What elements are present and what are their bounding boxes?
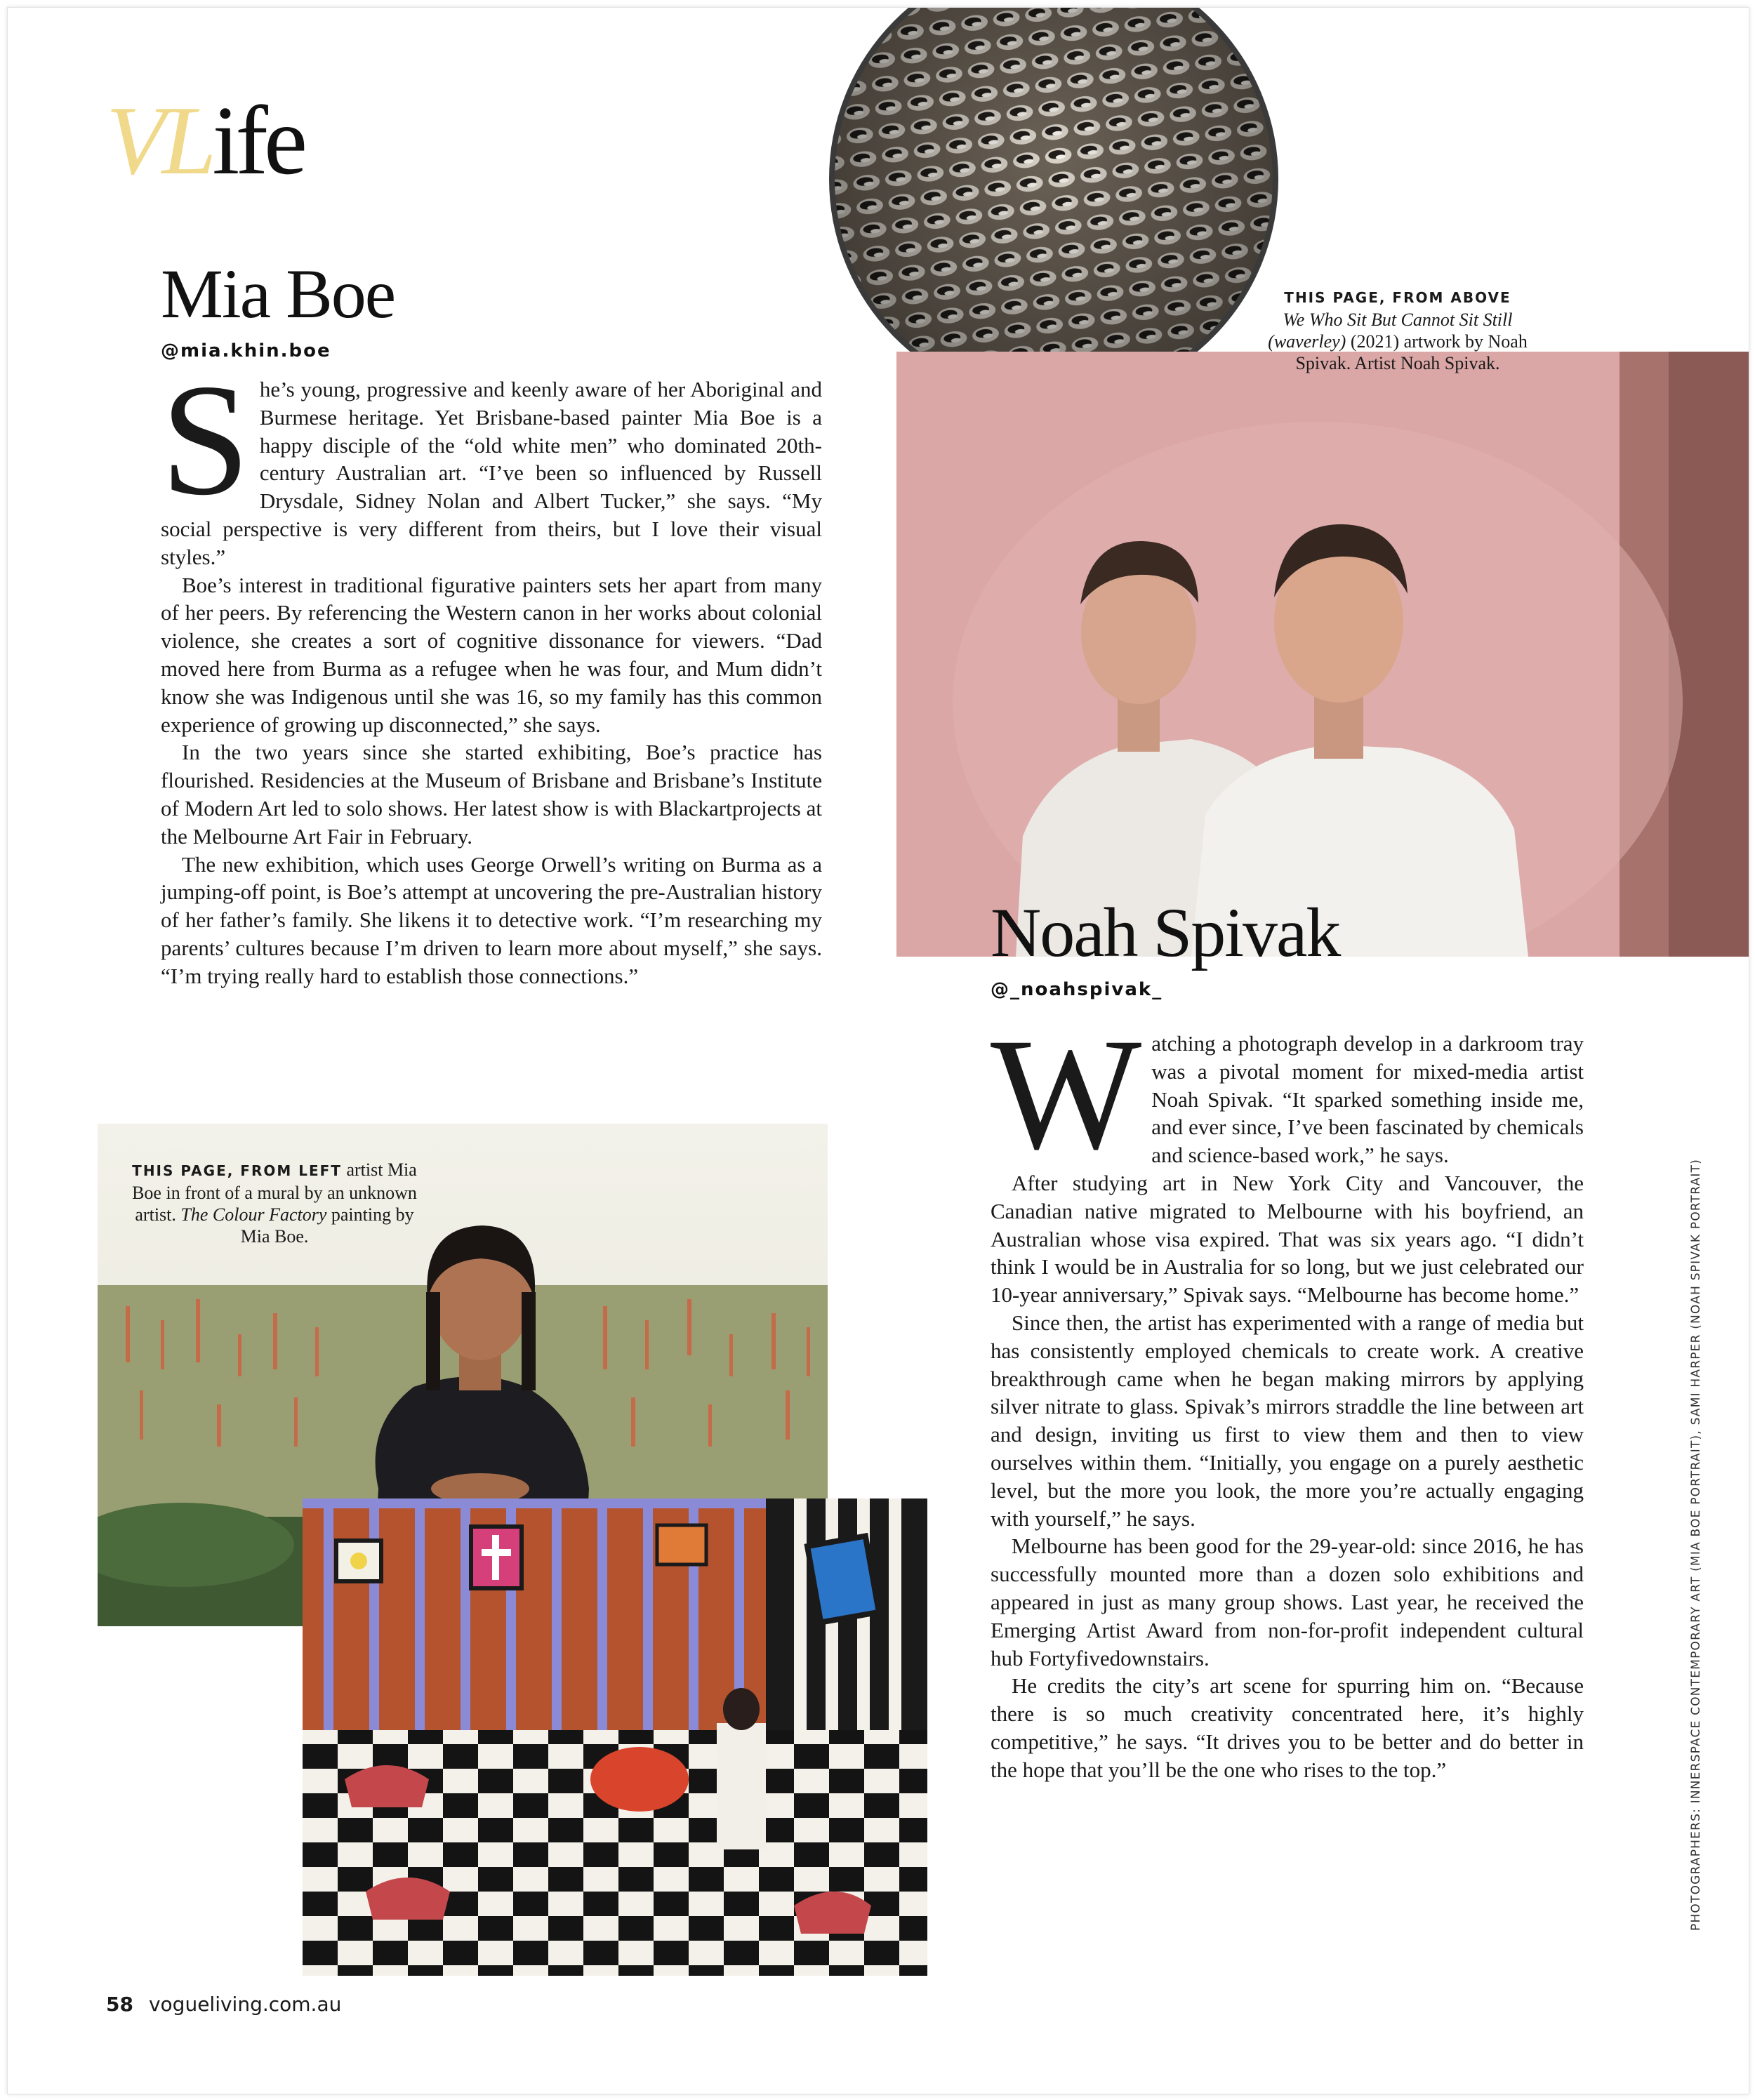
mia-paragraph-4: The new exhibition, which uses George Orwell’s writing on Burma as a jumping-off point, is Boe’s attempt at uncovering the pre-Australian history of her father’s family. She likens it to detective work. “I’m researching my parents’ cultures because I’m driven to learn more about myself,” she says. “I’m trying really hard to establish those connections.”	[161, 851, 822, 988]
mia-photo-caption: THIS PAGE, FROM LEFT artist Mia Boe in front of a mural by an unknown artist. The Colour Factory painting by Mia Boe.	[132, 1159, 417, 1247]
mia-paragraph-1: She’s young, progressive and keenly aware of her Aboriginal and Burmese heritage. Yet Brisbane-based painter Mia Boe is a happy disciple of the “old white men” who dominated 20th-century Australian art. “I’ve been so influenced by Russell Drysdale, Sidney Nolan and Albert Tucker,” she says. “My social perspective is very different from theirs, but I love their visual styles.”	[161, 352, 822, 569]
noah-paragraph-4: Melbourne has been good for the 29-year-old: since 2016, he has successfully mounted more than a dozen solo exhibitions and appeared in just as many group shows. Last year, he received the Emerging Artist Award from non-for-profit independent cultural hub Fortyfivedownstairs.	[991, 1534, 1584, 1670]
noah-photo-caption: THIS PAGE, FROM ABOVE We Who Sit But Cannot Sit Still (waverley) (2021) artwork by Noah Spivak. Artist Noah Spivak.	[1268, 289, 1528, 373]
noah-paragraph-2: After studying art in New York City and Vancouver, the Canadian native migrated to Melbourne with his boyfriend, an Australian whose visa expired. That was six years ago. “I didn’t think I would be in Australia for so long, but we just celebrated our 10-year anniversary,” Spivak says. “Melbourne has become home.”	[991, 1170, 1584, 1308]
mia-boe-article-body	[161, 352, 822, 990]
page-number: 58	[106, 1993, 133, 2016]
mia-drop-cap: S	[161, 352, 250, 529]
colour-factory-painting	[303, 1498, 927, 1976]
noah-spivak-handle: @_noahspivak_	[991, 979, 1163, 1000]
noah-paragraph-3: Since then, the artist has experimented with a range of media but has consistently employed chemicals to create work. A creative breakthrough came when he began making mirrors by applying silver nitrate to glass. Spivak’s mirrors straddle the line between art and design, inviting us first to view them and then to view ourselves within them. “Initially, you engage on a purely aesthetic level, but the more you look, the more you’re actually engaging with yourself,” he says.	[991, 1310, 1584, 1531]
noah-paragraph-1: Watching a photograph develop in a darkroom tray was a pivotal moment for mixed-media artist Noah Spivak. “It sparked something inside me, and ever since, I’ve been fascinated by chemicals and science-based work,” he says.	[991, 1006, 1584, 1183]
noah-drop-cap: W	[991, 1006, 1142, 1183]
noah-spivak-portrait-photo	[896, 352, 1749, 957]
page-footer	[106, 1993, 341, 2016]
noah-spivak-title: Noah Spivak	[991, 893, 1340, 971]
noah-paragraph-5: He credits the city’s art scene for spurring him on. “Because there is so much creativity concentrated here, it’s highly competitive,” he says. “It drives you to be better and do better in the hope that you’ll be the one who rises to the top.”	[991, 1673, 1584, 1782]
masthead-logo: VLife	[106, 86, 304, 195]
mia-paragraph-2: Boe’s interest in traditional figurative painters sets her apart from many of her peers. By referencing the Western canon in her works about colonial violence, she creates a sort of cognitive dissonance for viewers. “Dad moved here from Burma as a refugee when he was four, and Mum didn’t know she was Indigenous until she was 16, so my family has this common experience of growing up disconnected,” she says.	[161, 572, 822, 737]
mia-boe-heading	[161, 255, 395, 333]
noah-spivak-heading	[991, 893, 1340, 971]
photo-credit: PHOTOGRAPHERS: INNERSPACE CONTEMPORARY ART (MIA BOE PORTRAIT), SAMI HARPER (NOAH SPIVAK PORTRAIT)	[1689, 1158, 1703, 1931]
mirror-artwork-image	[826, 8, 1282, 406]
mia-boe-handle: @mia.khin.boe	[161, 340, 331, 361]
website-link[interactable]: vogueliving.com.au	[148, 1993, 342, 2016]
noah-spivak-article-body	[991, 1006, 1584, 1784]
magazine-page	[7, 7, 1749, 2094]
mia-boe-title: Mia Boe	[161, 255, 395, 333]
mia-paragraph-3: In the two years since she started exhibiting, Boe’s practice has flourished. Residencies at the Museum of Brisbane and Brisbane’s Institute of Modern Art led to solo shows. Her latest show is with Blackartprojects at the Melbourne Art Fair in February.	[161, 740, 822, 849]
